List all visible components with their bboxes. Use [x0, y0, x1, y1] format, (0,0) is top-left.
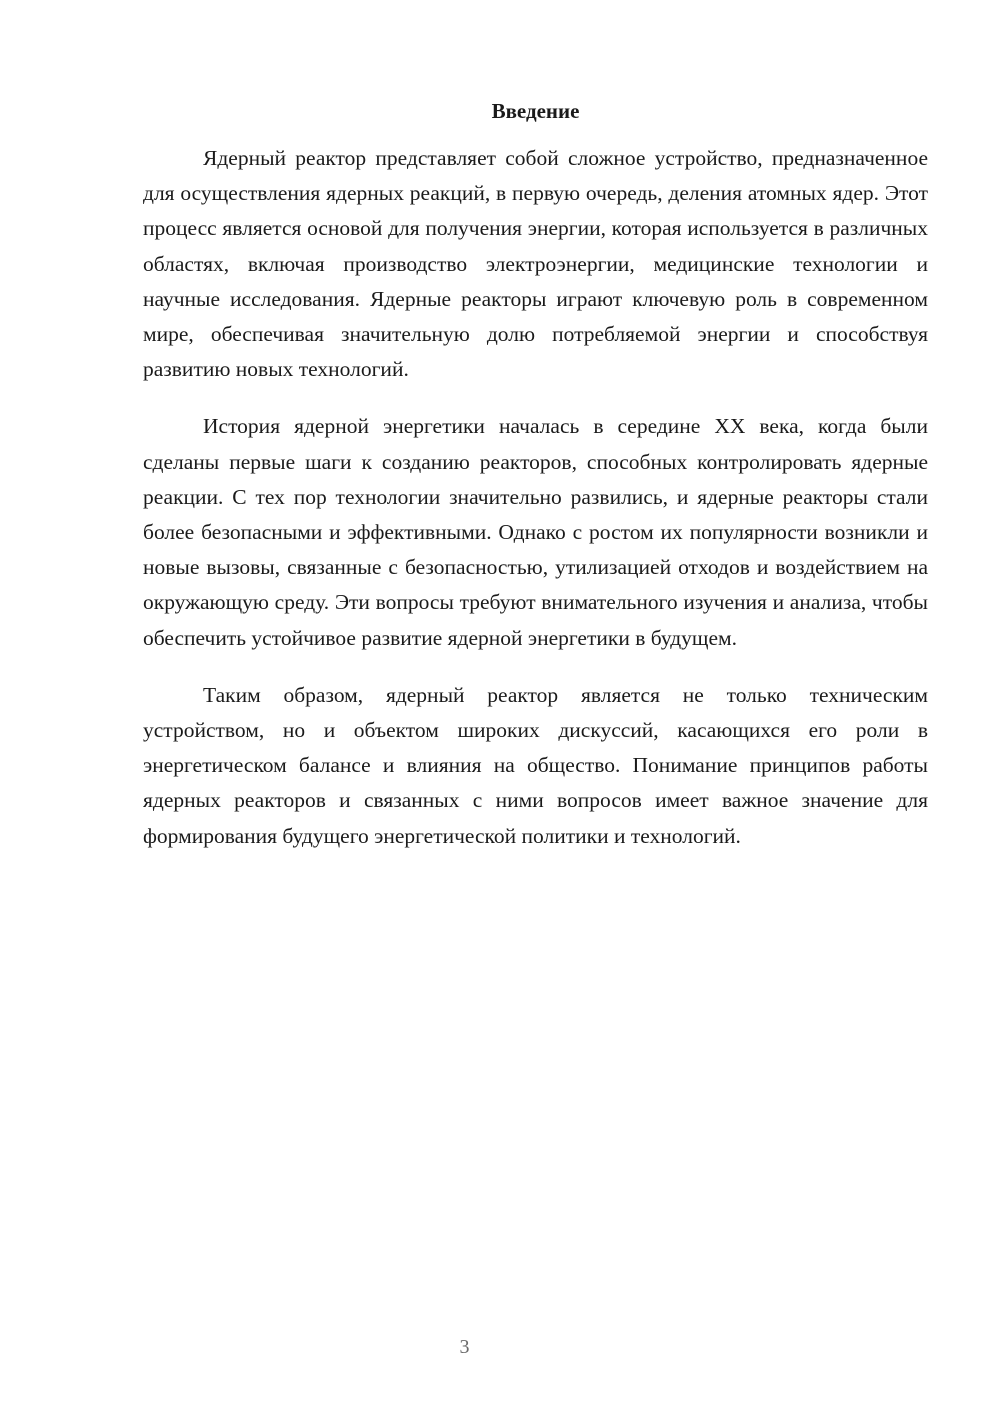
page-number: 3 — [459, 1336, 470, 1358]
paragraph-3: Таким образом, ядерный реактор является не только техническим устройством, но и объектом широких дискуссий, касающихся его роли в энергетическом балансе и влияния на общество. Понимание принципов работы ядерных реакторов и связанных с ними вопросов имеет важное значение для формирования будущего энергетической политики и технологий. — [143, 682, 928, 848]
paragraph-2: История ядерной энергетики началась в середине XX века, когда были сделаны первые шаги к созданию реакторов, способных контролировать ядерные реакции. С тех пор технологии значительно развились, и ядерные реакторы стали более безопасными и эффективными. Однако с ростом их популярности возникли и новые вызовы, связанные с безопасностью, утилизацией отходов и воздействием на окружающую среду. Эти вопросы требуют внимательного изучения и анализа, чтобы обеспечить устойчивое развитие ядерной энергетики в будущем. — [143, 414, 928, 650]
body-text — [143, 141, 928, 876]
paragraph-1: Ядерный реактор представляет собой сложное устройство, предназначенное для осуществления ядерных реакций, в первую очередь, деления атомных ядер. Этот процесс является основой для получения энергии, которая используется в различных областях, включая производство электроэнергии, медицинские технологии и научные исследования. Ядерные реакторы играют ключевую роль в современном мире, обеспечивая значительную долю потребляемой энергии и способствуя развитию новых технологий. — [143, 146, 928, 382]
section-title: Введение — [491, 99, 580, 123]
